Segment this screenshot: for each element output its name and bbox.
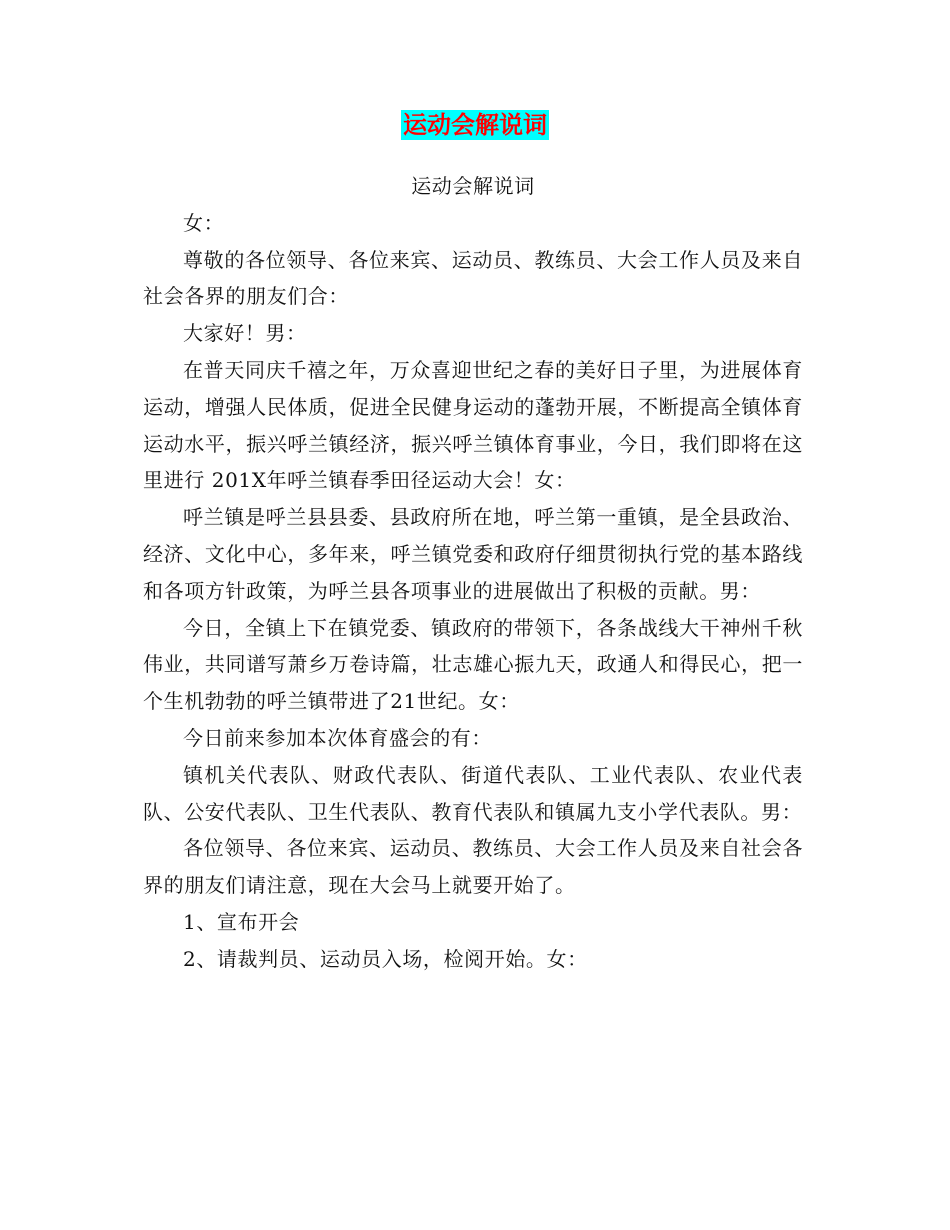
title-wrap: [0, 110, 950, 140]
document-title: 运动会解说词: [403, 111, 547, 139]
paragraph-8: 镇机关代表队、财政代表队、街道代表队、工业代表队、农业代表队、公安代表队、卫生代表队、教育代表队和镇属九支小学代表队。男：: [143, 762, 803, 824]
document-subtitle: 运动会解说词: [411, 174, 535, 198]
paragraph-11: 2、请裁判员、运动员入场，检阅开始。女：: [183, 946, 588, 971]
paragraph-6: 今日，全镇上下在镇党委、镇政府的带领下，各条战线大干神州千秋伟业，共同谱写萧乡万卷诗篇，壮志雄心振九天，政通人和得民心，把一个生机勃勃的呼兰镇带进了21世纪。女：: [143, 615, 803, 714]
paragraph-5: 呼兰镇是呼兰县县委、县政府所在地，呼兰第一重镇，是全县政治、经济、文化中心，多年来，呼兰镇党委和政府仔细贯彻执行党的基本路线和各项方针政策，为呼兰县各项事业的进展做出了积极的贡献。男：: [143, 505, 803, 603]
paragraph-3: 大家好！男：: [183, 321, 307, 346]
paragraph-7: 今日前来参加本次体育盛会的有：: [183, 725, 492, 750]
document-body: [143, 168, 803, 978]
paragraph-9: 各位领导、各位来宾、运动员、教练员、大会工作人员及来自社会各界的朋友们请注意，现在大会马上就要开始了。: [143, 836, 803, 898]
paragraph-2: 尊敬的各位领导、各位来宾、运动员、教练员、大会工作人员及来自社会各界的朋友们合：: [143, 247, 803, 309]
paragraph-10: 1、宣布开会: [183, 909, 300, 934]
paragraph-1: 女：: [183, 210, 225, 235]
paragraph-4: 在普天同庆千禧之年，万众喜迎世纪之春的美好日子里，为进展体育运动，增强人民体质，促进全民健身运动的蓬勃开展，不断提高全镇体育运动水平，振兴呼兰镇经济，振兴呼兰镇体育事业，今日，我们即将在这里进行 201X年呼兰镇春季田径运动大会！女：: [143, 357, 803, 493]
